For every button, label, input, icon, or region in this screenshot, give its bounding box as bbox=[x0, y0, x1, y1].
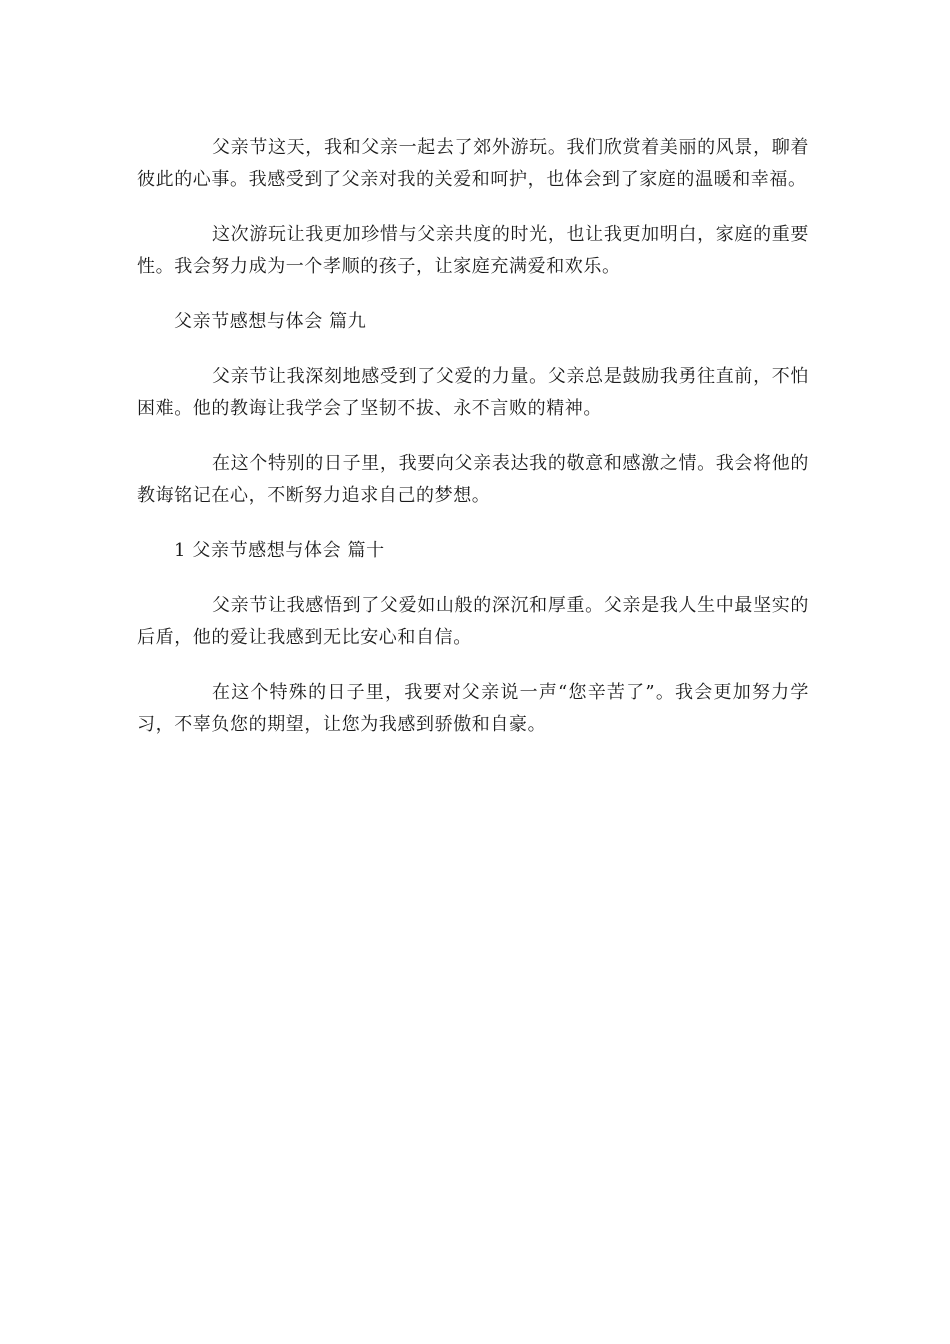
paragraph-1: 父亲节这天，我和父亲一起去了郊外游玩。我们欣赏着美丽的风景，聊着彼此的心事。我感受到了父亲对我的关爱和呵护，也体会到了家庭的温暖和幸福。 bbox=[137, 137, 809, 190]
section-heading-9: 父亲节感想与体会 篇九 bbox=[174, 311, 367, 332]
paragraph-5: 父亲节让我感悟到了父爱如山般的深沉和厚重。父亲是我人生中最坚实的后盾，他的爱让我感到无比安心和自信。 bbox=[137, 595, 809, 648]
document-body bbox=[137, 132, 809, 764]
paragraph-4: 在这个特别的日子里，我要向父亲表达我的敬意和感激之情。我会将他的教诲铭记在心，不断努力追求自己的梦想。 bbox=[137, 453, 809, 506]
section-heading-10: 1 父亲节感想与体会 篇十 bbox=[174, 540, 385, 561]
paragraph-3: 父亲节让我深刻地感受到了父爱的力量。父亲总是鼓励我勇往直前，不怕困难。他的教诲让我学会了坚韧不拔、永不言败的精神。 bbox=[137, 366, 809, 419]
paragraph-2: 这次游玩让我更加珍惜与父亲共度的时光，也让我更加明白，家庭的重要性。我会努力成为一个孝顺的孩子，让家庭充满爱和欢乐。 bbox=[137, 224, 809, 277]
paragraph-6: 在这个特殊的日子里，我要对父亲说一声“您辛苦了”。我会更加努力学习，不辜负您的期望，让您为我感到骄傲和自豪。 bbox=[137, 682, 809, 735]
